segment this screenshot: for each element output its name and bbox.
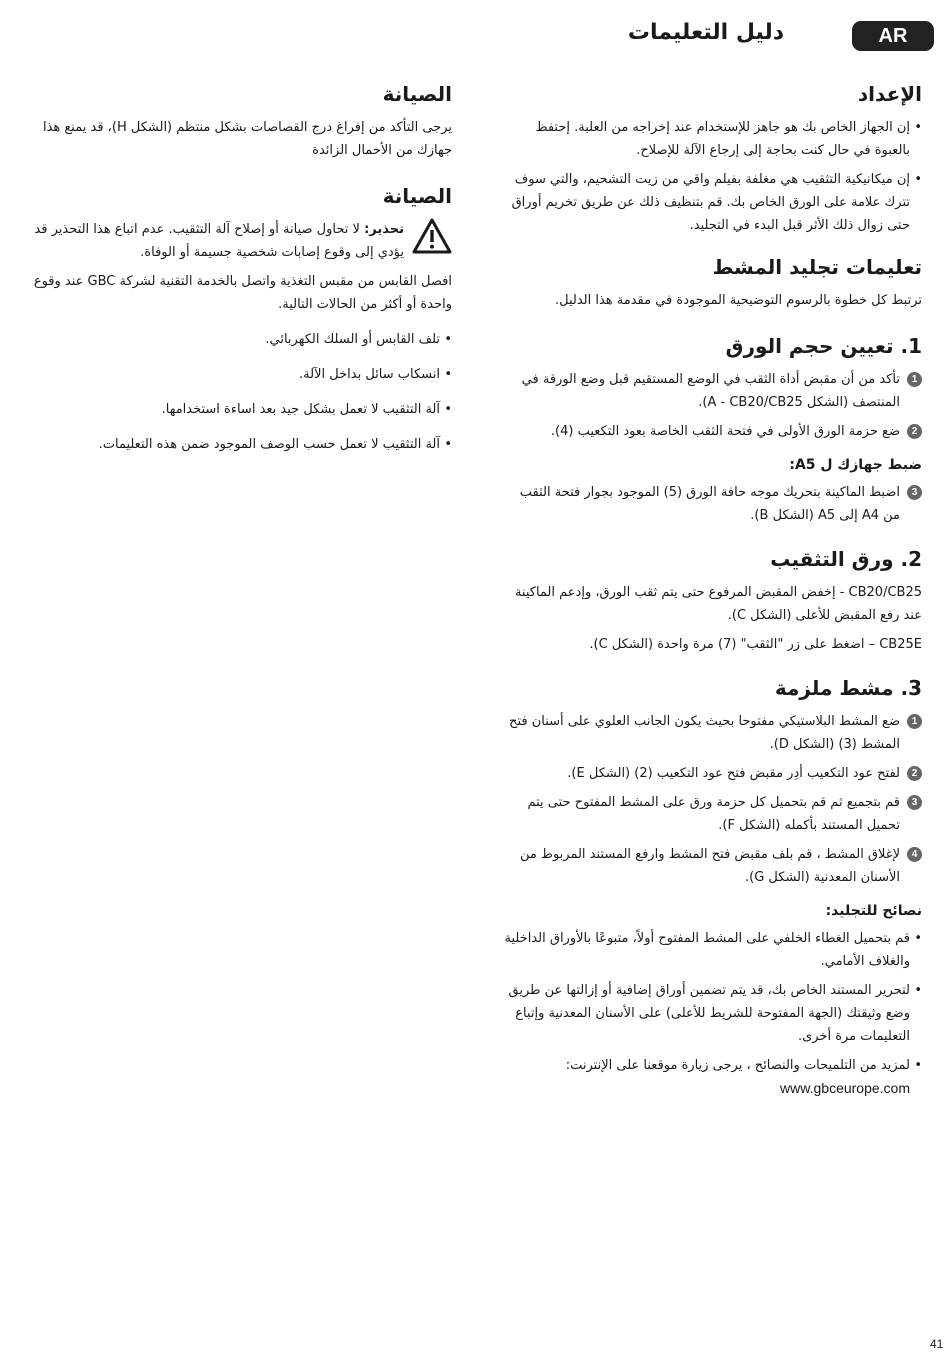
comb-instructions-section xyxy=(500,255,922,312)
punching-para-cb25e: CB25E – اضغط على زر "الثقب" (7) مرة واحدة (الشكل C). xyxy=(589,637,922,652)
website-link[interactable]: www.gbceurope.com xyxy=(780,1080,910,1096)
step-number-badge: 2 xyxy=(907,424,922,439)
warning-text-block xyxy=(28,218,404,264)
list-item: • قم بتحميل الغطاء الخلفي على المشط المفتوح أولاً، متبوعًا بالأوراق الداخلية والغلاف الأمامي. xyxy=(500,927,922,973)
list-item xyxy=(500,791,922,837)
setup-heading: الإعداد xyxy=(857,82,922,106)
step-number-badge: 2 xyxy=(907,766,922,781)
maintenance-para-2: افصل القابس من مقبس التغذية واتصل بالخدمة التقنية لشركة GBC عند وقوع واحدة أو أكثر من الحالات التالية. xyxy=(33,274,452,312)
maintenance-heading-1: الصيانة xyxy=(382,82,452,106)
comb-instructions-intro: ترتبط كل خطوة بالرسوم التوضيحية الموجودة في مقدمة هذا الدليل. xyxy=(554,293,922,308)
list-item xyxy=(500,1054,922,1101)
maintenance-section-2 xyxy=(28,184,452,456)
list-item: • إن الجهاز الخاص بك هو جاهز للإستخدام عند إخراجه من العلبة. إحتفظ بالعبوة في حال كنت بحاجة إلى إرجاع الآلة للإصلاح. xyxy=(500,116,922,162)
maintenance-section-1 xyxy=(28,82,452,162)
page-title: دليل التعليمات xyxy=(627,20,784,45)
list-item xyxy=(500,762,922,785)
step-text: لفتح عود التكعيب أدِر مقبض فتح عود التكعيب (2) (الشكل E). xyxy=(567,766,900,781)
list-item: • انسكاب سائل بداخل الآلة. xyxy=(28,363,452,386)
right-column xyxy=(500,82,922,1107)
step-text: ضع حزمة الورق الأولى في فتحة الثقب الخاصة بعود التكعيب (4). xyxy=(550,424,900,439)
step-number-badge: 4 xyxy=(907,847,922,862)
warning-text: لا تحاول صيانة أو إصلاح آلة التثقيب. عدم اتباع هذا التحذير قد يؤدي إلى وقوع إصابات شخصية جسيمة أو الوفاة. xyxy=(34,222,404,260)
list-item: • إن ميكانيكية التثقيب هي مغلفة بفيلم واقي من زيت التشحيم، والتي سوف تترك علامة على الورق الخاص بك. قم بتنظيف ذلك عن طريق تخريم أوراق حتى زوال ذلك الأثر قبل البدء في التجليد. xyxy=(500,168,922,237)
step-number-badge: 3 xyxy=(907,485,922,500)
punching-heading: 2. ورق التثقيب xyxy=(770,547,922,571)
warning-triangle-icon xyxy=(412,218,452,254)
step-number-badge: 1 xyxy=(907,372,922,387)
list-item: • آلة التثقيب لا تعمل حسب الوصف الموجود ضمن هذه التعليمات. xyxy=(28,433,452,456)
list-item: • آلة التثقيب لا تعمل بشكل جيد بعد اساءة استخدامها. xyxy=(28,398,452,421)
list-item xyxy=(500,420,922,443)
warning-block xyxy=(28,218,452,264)
step-text: اضبط الماكينة بتحريك موجه حافة الورق (5) الموجود بجوار فتحة الثقب من A4 إلى A5 (الشكل B). xyxy=(519,485,900,523)
setup-section xyxy=(500,82,922,237)
binding-tips-heading: نصائح للتجليد: xyxy=(825,903,922,919)
list-item: • لتحرير المستند الخاص بك، قد يتم تضمين أوراق إضافية أو إزالتها عن طريق وضع وثيقتك (الجهة المفتوحة للشريط للأعلى) على الأسنان المعدنية وإتباع التعليمات مرة أخرى. xyxy=(500,979,922,1048)
binding-tips-section xyxy=(500,903,922,1101)
list-item xyxy=(500,481,922,527)
warning-label: تحذير: xyxy=(364,222,404,237)
a5-subheading: ضبط جهازك ل A5: xyxy=(789,457,922,473)
punching-section xyxy=(500,547,922,656)
step-text: لإغلاق المشط ، قم بلف مقبض فتح المشط وارفع المستند المربوط من الأسنان المعدنية (الشكل G). xyxy=(519,847,900,885)
maintenance-heading-2: الصيانة xyxy=(382,184,452,208)
comb-instructions-heading: تعليمات تجليد المشط xyxy=(712,255,922,279)
paper-size-heading: 1. تعيين حجم الورق xyxy=(725,334,922,358)
comb-binding-section xyxy=(500,676,922,889)
tip-text: لمزيد من التلميحات والنصائح ، يرجى زيارة موقعنا على الإنترنت: xyxy=(565,1058,910,1073)
language-badge: AR xyxy=(852,21,934,51)
list-item xyxy=(500,368,922,414)
maintenance-text-1: يرجى التأكد من إفراغ درج القصاصات بشكل منتظم (الشكل H)، قد يمنع هذا جهازك من الأحمال الزائدة xyxy=(42,120,452,158)
step-text: ضع المشط البلاستيكي مفتوحا بحيث يكون الجانب العلوي على أسنان فتح المشط (3) (الشكل D). xyxy=(509,714,900,752)
punching-para-cb20-cb25: CB20/CB25 - إخفض المقبض المرفوع حتى يتم ثقب الورق، وإدعم الماكينة عند رفع المقبض للأعلى (الشكل C). xyxy=(514,585,922,623)
step-text: قم بتجميع ثم قم بتحميل كل حزمة ورق على المشط المفتوح حتى يتم تحميل المستند بأكمله (الشكل F). xyxy=(527,795,900,833)
comb-binding-heading: 3. مشط ملزمة xyxy=(774,676,922,700)
step-text: تأكد من أن مقبض أداة الثقب في الوضع المستقيم قبل وضع الورقة في المنتصف (الشكل A - CB20/CB25). xyxy=(521,372,900,410)
left-column xyxy=(28,82,452,462)
list-item xyxy=(500,710,922,756)
paper-size-section xyxy=(500,334,922,527)
step-number-badge: 3 xyxy=(907,795,922,810)
page-number: 41 xyxy=(930,1337,944,1351)
list-item: • تلف القابس أو السلك الكهربائي. xyxy=(28,328,452,351)
list-item xyxy=(500,843,922,889)
step-number-badge: 1 xyxy=(907,714,922,729)
